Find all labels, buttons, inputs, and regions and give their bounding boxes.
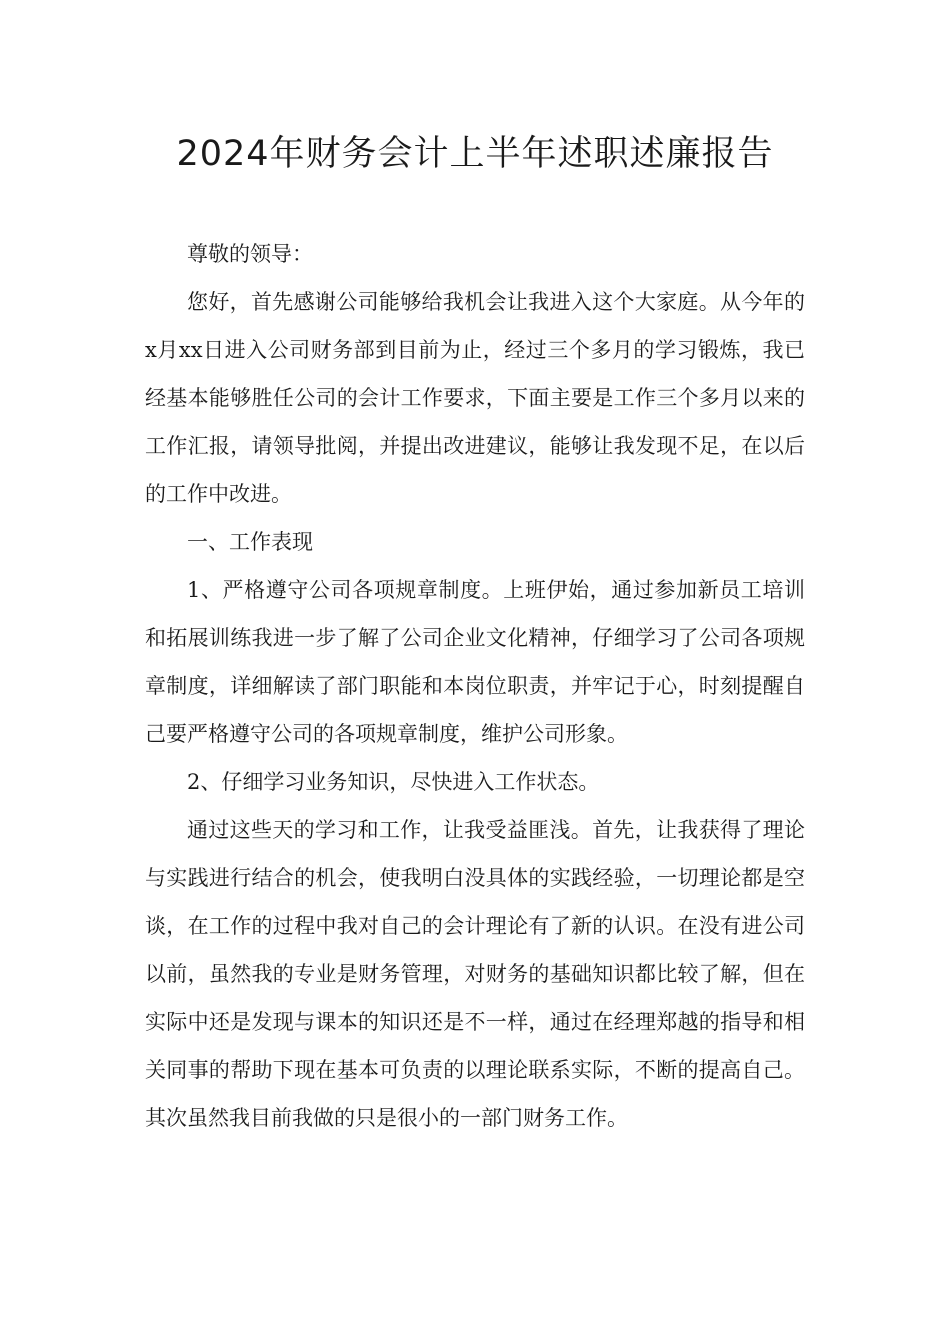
- document-title: 2024年财务会计上半年述职述廉报告: [176, 134, 774, 174]
- section-heading-work-performance: 一、工作表现: [187, 530, 313, 554]
- document-body: [145, 230, 805, 1142]
- paragraph-intro: 您好，首先感谢公司能够给我机会让我进入这个大家庭。从今年的x月xx日进入公司财务部到目前为止，经过三个多月的学习锻炼，我已经基本能够胜任公司的会计工作要求，下面主要是工作三个多月以来的工作汇报，请领导批阅，并提出改进建议，能够让我发现不足，在以后的工作中改进。: [145, 290, 805, 506]
- paragraph-item-2: 2、仔细学习业务知识，尽快进入工作状态。: [187, 770, 600, 794]
- salutation: 尊敬的领导：: [187, 242, 313, 266]
- paragraph-learning: 通过这些天的学习和工作，让我受益匪浅。首先，让我获得了理论与实践进行结合的机会，使我明白没具体的实践经验，一切理论都是空谈，在工作的过程中我对自己的会计理论有了新的认识。在没有进公司以前，虽然我的专业是财务管理，对财务的基础知识都比较了解，但在实际中还是发现与课本的知识还是不一样，通过在经理郑越的指导和相关同事的帮助下现在基本可负责的以理论联系实际，不断的提高自己。其次虽然我目前我做的只是很小的一部门财务工作。: [145, 818, 805, 1130]
- paragraph-item-1: 1、严格遵守公司各项规章制度。上班伊始，通过参加新员工培训和拓展训练我进一步了解了公司企业文化精神，仔细学习了公司各项规章制度，详细解读了部门职能和本岗位职责，并牢记于心，时刻提醒自己要严格遵守公司的各项规章制度，维护公司形象。: [145, 578, 805, 746]
